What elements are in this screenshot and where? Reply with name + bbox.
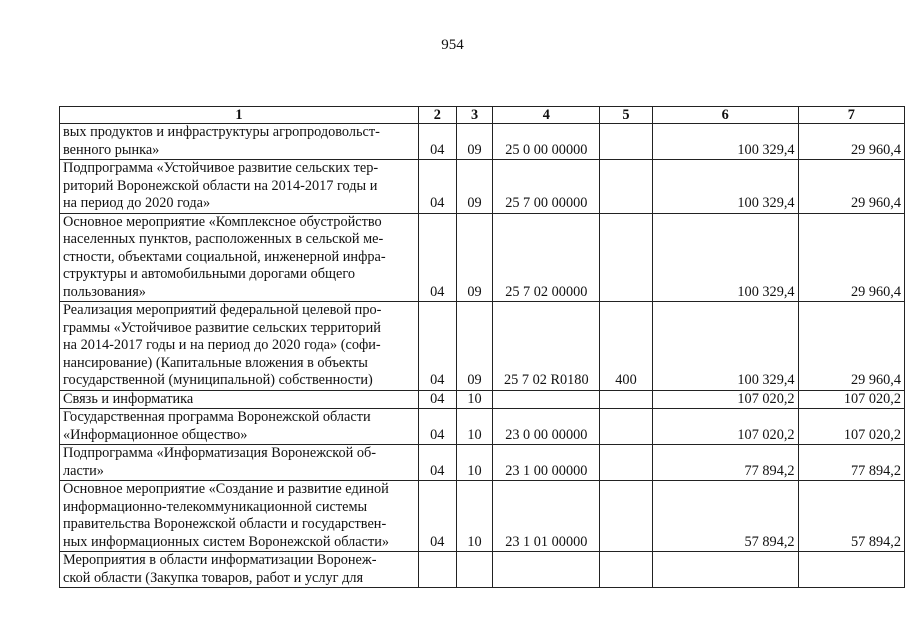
row-subsection-code: 10 xyxy=(456,409,493,445)
table-row xyxy=(60,160,905,214)
row-amount-col6: 100 329,4 xyxy=(652,302,798,391)
table-row xyxy=(60,552,905,588)
row-amount-col7: 29 960,4 xyxy=(798,124,904,160)
row-section-code: 04 xyxy=(418,390,456,409)
row-section-code: 04 xyxy=(418,302,456,391)
row-subsection-code: 10 xyxy=(456,445,493,481)
row-amount-col7 xyxy=(798,552,904,588)
header-row xyxy=(60,107,905,124)
row-description: Подпрограмма «Устойчивое развитие сельских тер- риторий Воронежской области на 2014-2017 годы и на период до 2020 года» xyxy=(60,160,419,214)
table-body xyxy=(60,124,905,588)
row-target-article: 23 1 00 00000 xyxy=(493,445,600,481)
row-amount-col6: 57 894,2 xyxy=(652,481,798,552)
header-col-3: 3 xyxy=(456,107,493,124)
row-amount-col6: 100 329,4 xyxy=(652,124,798,160)
header-col-7: 7 xyxy=(798,107,904,124)
row-description: Основное мероприятие «Создание и развитие единой информационно-телекоммуникационной системы правительства Воронежской области и государствен- ных информационных систем Воронежской области» xyxy=(60,481,419,552)
header-col-6: 6 xyxy=(652,107,798,124)
row-expense-type xyxy=(600,160,653,214)
row-section-code: 04 xyxy=(418,481,456,552)
row-subsection-code: 09 xyxy=(456,302,493,391)
header-col-5: 5 xyxy=(600,107,653,124)
table-row xyxy=(60,409,905,445)
row-amount-col7: 29 960,4 xyxy=(798,302,904,391)
row-subsection-code: 10 xyxy=(456,390,493,409)
row-description: Связь и информатика xyxy=(60,390,419,409)
row-section-code xyxy=(418,552,456,588)
header-col-1: 1 xyxy=(60,107,419,124)
row-amount-col7: 57 894,2 xyxy=(798,481,904,552)
row-amount-col6: 100 329,4 xyxy=(652,160,798,214)
row-amount-col7: 77 894,2 xyxy=(798,445,904,481)
row-subsection-code: 10 xyxy=(456,481,493,552)
row-section-code: 04 xyxy=(418,124,456,160)
row-target-article: 23 0 00 00000 xyxy=(493,409,600,445)
row-subsection-code: 09 xyxy=(456,160,493,214)
row-subsection-code: 09 xyxy=(456,213,493,302)
row-description: Подпрограмма «Информатизация Воронежской об- ласти» xyxy=(60,445,419,481)
row-target-article xyxy=(493,390,600,409)
row-amount-col6: 77 894,2 xyxy=(652,445,798,481)
row-expense-type xyxy=(600,390,653,409)
row-section-code: 04 xyxy=(418,160,456,214)
header-col-4: 4 xyxy=(493,107,600,124)
table-row xyxy=(60,302,905,391)
row-subsection-code xyxy=(456,552,493,588)
row-description: вых продуктов и инфраструктуры агропродовольст- венного рынка» xyxy=(60,124,419,160)
row-description: Реализация мероприятий федеральной целевой про- граммы «Устойчивое развитие сельских территорий на 2014-2017 годы и на период до 2020 года» (софи- нансирование) (Капитальные вложения в объекты государственной (муниципальной) собственности) xyxy=(60,302,419,391)
row-expense-type xyxy=(600,445,653,481)
row-description: Мероприятия в области информатизации Воронеж- ской области (Закупка товаров, работ и услуг для xyxy=(60,552,419,588)
row-section-code: 04 xyxy=(418,213,456,302)
row-amount-col7: 107 020,2 xyxy=(798,409,904,445)
row-target-article: 25 7 00 00000 xyxy=(493,160,600,214)
row-amount-col6 xyxy=(652,552,798,588)
budget-table xyxy=(59,106,905,588)
row-expense-type xyxy=(600,552,653,588)
row-target-article: 25 7 02 00000 xyxy=(493,213,600,302)
row-target-article xyxy=(493,552,600,588)
row-expense-type: 400 xyxy=(600,302,653,391)
page-number: 954 xyxy=(441,37,464,53)
header-col-2: 2 xyxy=(418,107,456,124)
row-amount-col6: 100 329,4 xyxy=(652,213,798,302)
row-expense-type xyxy=(600,213,653,302)
row-section-code: 04 xyxy=(418,445,456,481)
row-expense-type xyxy=(600,124,653,160)
row-target-article: 25 7 02 R0180 xyxy=(493,302,600,391)
row-section-code: 04 xyxy=(418,409,456,445)
table-row xyxy=(60,481,905,552)
row-amount-col7: 107 020,2 xyxy=(798,390,904,409)
row-amount-col7: 29 960,4 xyxy=(798,160,904,214)
table-row xyxy=(60,445,905,481)
row-amount-col6: 107 020,2 xyxy=(652,409,798,445)
row-amount-col7: 29 960,4 xyxy=(798,213,904,302)
row-amount-col6: 107 020,2 xyxy=(652,390,798,409)
table-row xyxy=(60,124,905,160)
row-expense-type xyxy=(600,481,653,552)
row-description: Государственная программа Воронежской области «Информационное общество» xyxy=(60,409,419,445)
row-target-article: 25 0 00 00000 xyxy=(493,124,600,160)
table-row xyxy=(60,390,905,409)
row-subsection-code: 09 xyxy=(456,124,493,160)
row-description: Основное мероприятие «Комплексное обустройство населенных пунктов, расположенных в сельской ме- стности, объектами социальной, инженерной инфра- структуры и автомобильными дорогами общего пользования» xyxy=(60,213,419,302)
row-expense-type xyxy=(600,409,653,445)
row-target-article: 23 1 01 00000 xyxy=(493,481,600,552)
table-row xyxy=(60,213,905,302)
